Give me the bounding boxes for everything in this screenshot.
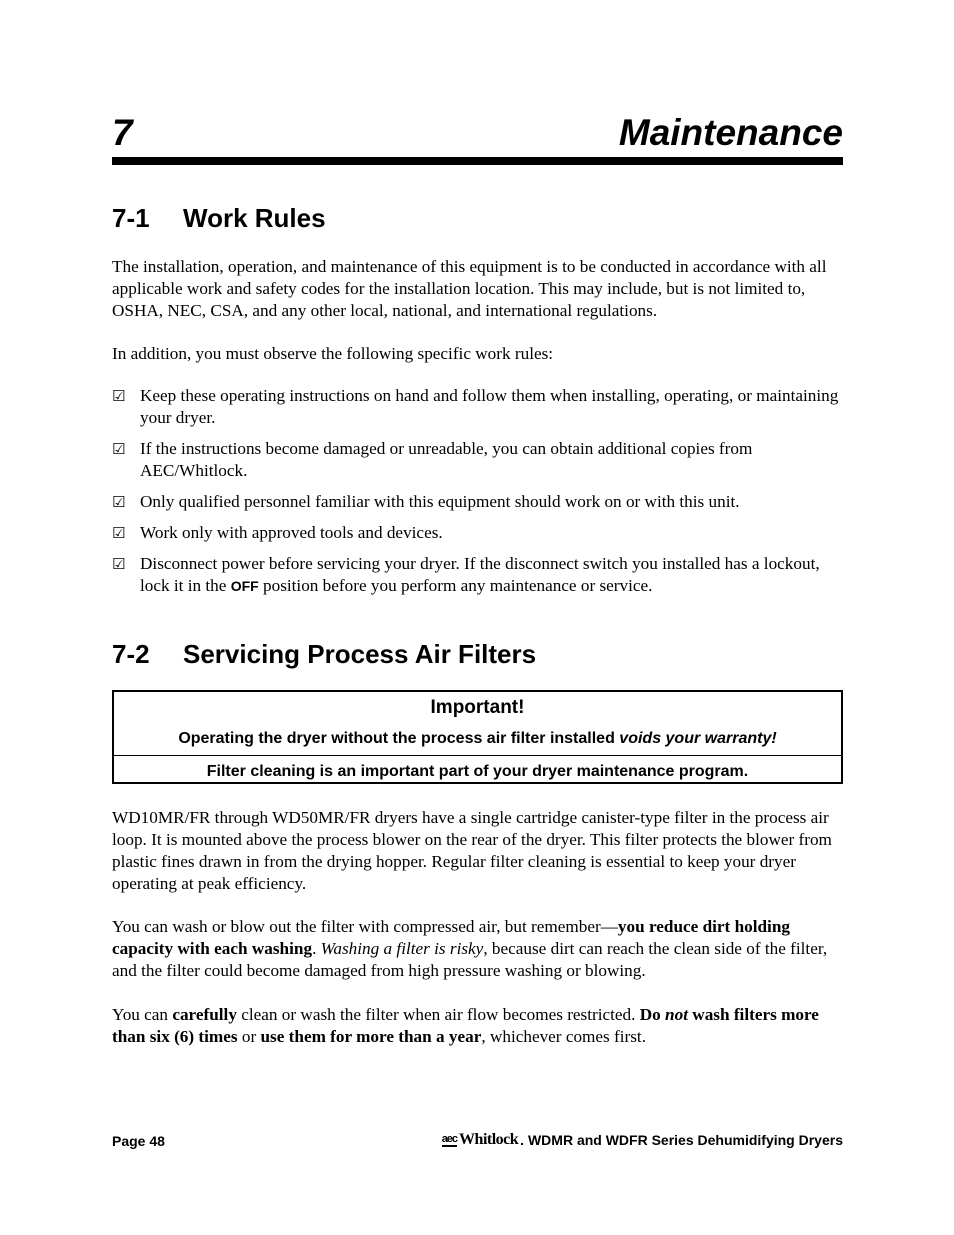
section-number: 7-2: [112, 639, 150, 669]
list-item: [112, 385, 843, 429]
list-item: [112, 553, 843, 597]
section-heading-work-rules: [112, 203, 326, 234]
filter-cleaning-note: Filter cleaning is an important part of your dryer maintenance program.: [206, 763, 749, 780]
text-run: .: [312, 939, 321, 958]
work-rules-intro: [112, 256, 843, 322]
section-heading-air-filters: [112, 639, 536, 670]
footer-product: [442, 1131, 843, 1149]
filter-washing-paragraph: [112, 916, 843, 982]
bold-run: wash filters more than six (6) times: [112, 1005, 819, 1046]
intro-paragraph: The installation, operation, and maintenance of this equipment is to be conducted in accordance with all applicable work and safety codes for the installation location. This may include, but is not limited to, OSHA, NEC, CSA, and any other local, national, and international regulations.: [112, 257, 827, 320]
bold-run: Do: [639, 1005, 666, 1024]
text-run: or: [237, 1027, 261, 1046]
off-keyword: OFF: [230, 578, 259, 594]
chapter-rule-divider: [112, 157, 843, 165]
rule-text-before: Disconnect power before servicing your dryer. If the disconnect switch you installed has a lockout, lock it in the: [140, 554, 820, 595]
rule-text-after: position before you perform any maintenance or service.: [258, 576, 653, 595]
section-number: 7-1: [112, 203, 150, 233]
warranty-warning: [114, 730, 841, 748]
bold-run: carefully: [172, 1005, 237, 1024]
italic-not: not: [665, 1005, 688, 1024]
bold-run: use them for more than a year: [260, 1027, 482, 1046]
list-item: [112, 522, 843, 544]
italic-run: Washing a filter is risky: [320, 939, 484, 958]
text-run: , whichever comes first.: [481, 1027, 647, 1046]
filter-description-paragraph: [112, 807, 843, 895]
work-rules-lead: [112, 343, 843, 365]
chapter-header: [112, 112, 843, 160]
rule-text: Work only with approved tools and devices.: [140, 523, 443, 542]
logo-suffix: .: [520, 1132, 525, 1148]
logo-mark: aec: [441, 1132, 458, 1145]
checkbox-checked-icon: ☑: [112, 555, 126, 573]
bold-run: you reduce dirt holding capacity with each washing: [112, 917, 790, 958]
checkbox-checked-icon: ☑: [112, 493, 126, 511]
page-number: Page 48: [112, 1133, 165, 1149]
checkbox-checked-icon: ☑: [112, 387, 126, 405]
product-series: WDMR and WDFR Series Dehumidifying Dryers: [524, 1132, 843, 1148]
warranty-warning-emphasis: voids your warranty!: [619, 730, 777, 747]
bold-italic-run: [665, 1005, 688, 1024]
important-title: Important!: [430, 697, 525, 718]
paragraph-text: [112, 916, 843, 982]
rule-text: Keep these operating instructions on hand and follow them when installing, operating, or maintaining your dryer.: [140, 386, 839, 427]
rule-text: [140, 554, 820, 595]
logo-wordmark: Whitlock: [459, 1131, 519, 1148]
work-rules-list: [112, 385, 843, 606]
chapter-title: Maintenance: [618, 112, 843, 153]
filter-limits-paragraph: [112, 1004, 843, 1048]
section-title: Servicing Process Air Filters: [183, 639, 537, 669]
checkbox-checked-icon: ☑: [112, 524, 126, 542]
rule-text: Only qualified personnel familiar with this equipment should work on or with this unit.: [140, 492, 740, 511]
section-title: Work Rules: [183, 203, 326, 233]
warranty-warning-text: Operating the dryer without the process air filter installed: [178, 730, 620, 747]
text-run: , because dirt can reach the clean side of the filter, and the filter could become damaged from high pressure washing or blowing.: [112, 939, 828, 980]
list-item: [112, 491, 843, 513]
notice-divider: [114, 755, 841, 756]
rule-text: If the instructions become damaged or unreadable, you can obtain additional copies from AEC/Whitlock.: [140, 439, 753, 480]
text-run: You can wash or blow out the filter with compressed air, but remember—: [112, 917, 618, 936]
paragraph-text: WD10MR/FR through WD50MR/FR dryers have a single cartridge canister-type filter in the process air loop. It is mounted above the process blower on the rear of the dryer. This filter protects the blower from plastic fines drawn in from the drying hopper. Regular filter cleaning is essential to keep your dryer operating at peak efficiency.: [112, 808, 832, 893]
important-notice-box: [112, 690, 843, 784]
checkbox-checked-icon: ☑: [112, 440, 126, 458]
aec-whitlock-logo: [442, 1131, 518, 1149]
page-footer: [112, 1131, 843, 1153]
list-item: [112, 438, 843, 482]
lead-paragraph: In addition, you must observe the following specific work rules:: [112, 344, 554, 363]
paragraph-text: [112, 1004, 843, 1048]
text-run: You can: [112, 1005, 173, 1024]
text-run: clean or wash the filter when air flow becomes restricted.: [236, 1005, 640, 1024]
chapter-number: 7: [112, 112, 133, 153]
